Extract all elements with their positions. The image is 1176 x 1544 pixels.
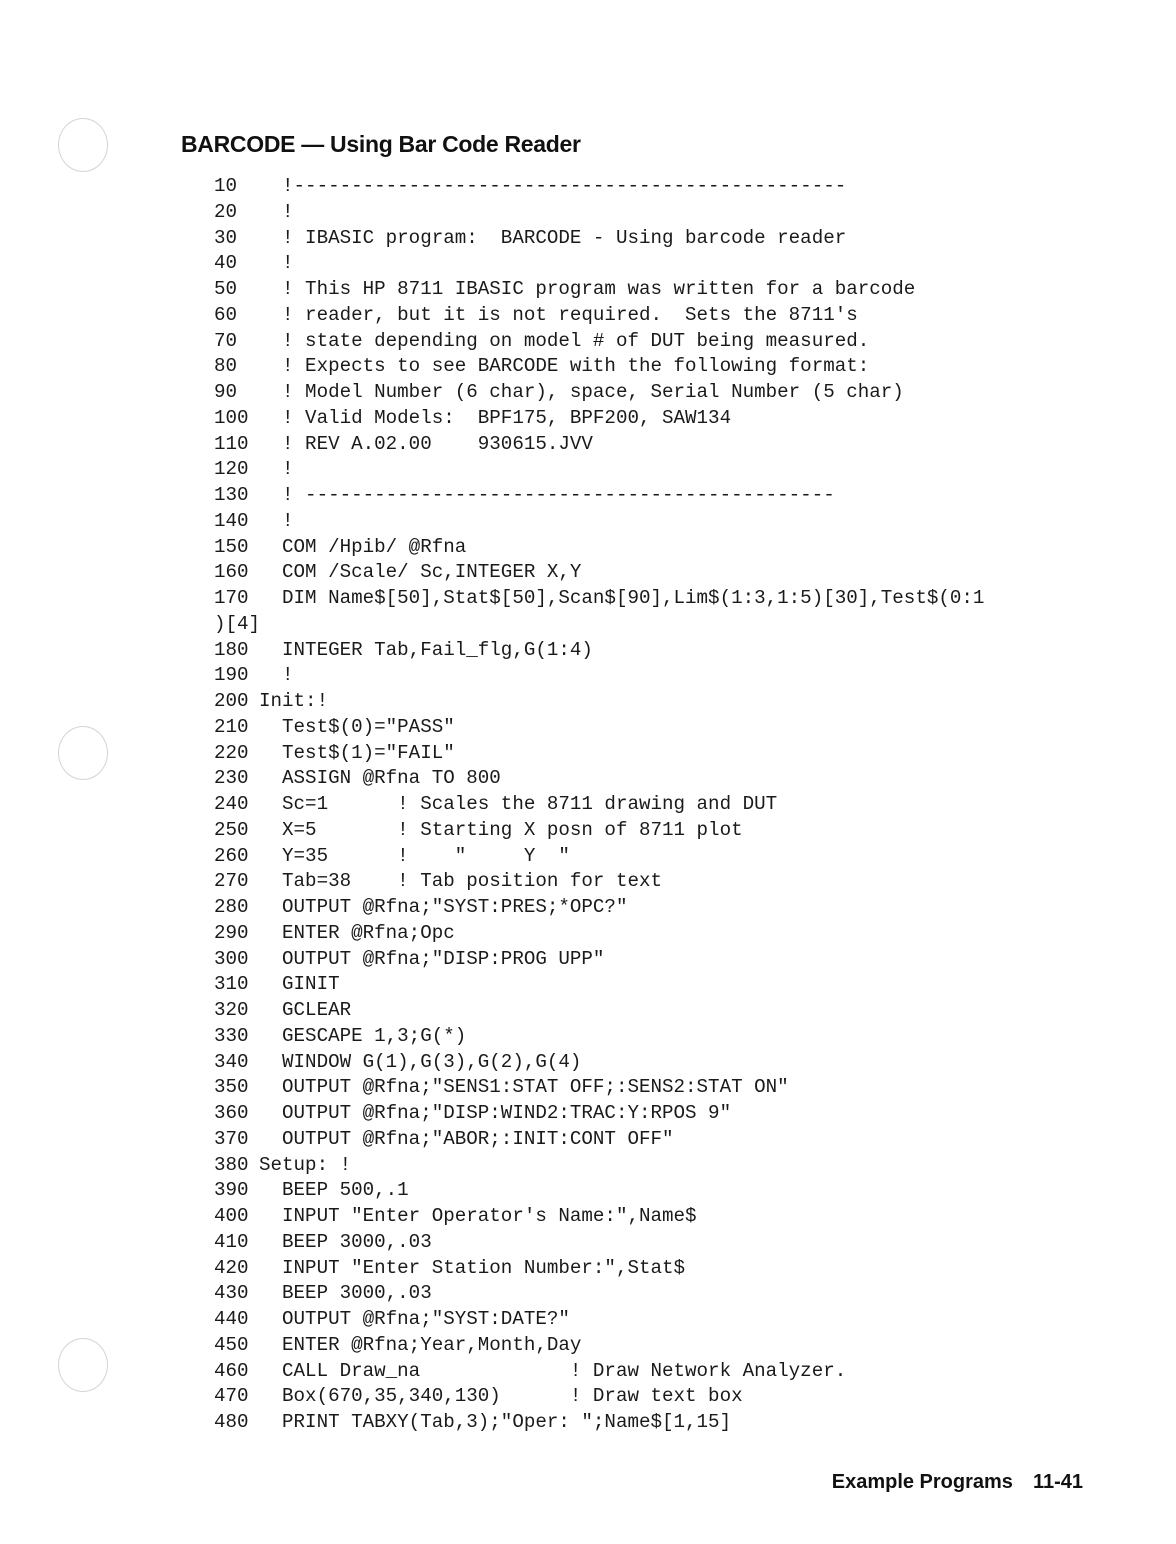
code-line <box>214 921 984 947</box>
line-number: 410 <box>214 1230 249 1253</box>
line-number: 100 <box>214 406 249 429</box>
code-text: BEEP 500,.1 <box>259 1179 409 1202</box>
line-number: 250 <box>214 818 249 841</box>
code-text: ! IBASIC program: BARCODE - Using barcode reader <box>259 226 847 249</box>
code-line <box>214 380 984 406</box>
line-number: 200 <box>214 690 249 712</box>
code-text: ! <box>259 200 294 223</box>
code-line <box>214 1050 984 1076</box>
code-line <box>214 818 984 844</box>
code-line <box>214 1075 984 1101</box>
line-number: 10 <box>214 175 238 197</box>
code-text: CALL Draw_na ! Draw Network Analyzer. <box>259 1359 847 1382</box>
code-text: INPUT "Enter Station Number:",Stat$ <box>259 1256 686 1279</box>
line-number: 90 <box>214 381 238 403</box>
line-number: 330 <box>214 1024 249 1047</box>
code-line <box>214 535 984 561</box>
code-text: COM /Scale/ Sc,INTEGER X,Y <box>259 561 582 584</box>
code-text: ASSIGN @Rfna TO 800 <box>259 767 501 790</box>
code-text: ENTER @Rfna;Opc <box>259 921 455 944</box>
code-line <box>214 895 984 921</box>
program-listing <box>214 174 984 1436</box>
line-number: 320 <box>214 999 249 1021</box>
line-number: 450 <box>214 1333 249 1356</box>
page-footer <box>832 1471 1083 1494</box>
code-text: ENTER @Rfna;Year,Month,Day <box>259 1333 582 1356</box>
line-number: )[4] <box>214 612 261 635</box>
line-number: 150 <box>214 535 249 558</box>
code-text: ! Valid Models: BPF175, BPF200, SAW134 <box>259 406 732 429</box>
line-number: 190 <box>214 664 249 687</box>
code-line <box>214 998 984 1024</box>
line-number: 470 <box>214 1385 249 1408</box>
code-line <box>214 869 984 895</box>
line-number: 40 <box>214 252 238 275</box>
code-text: PRINT TABXY(Tab,3);"Oper: ";Name$[1,15] <box>259 1411 732 1433</box>
code-line <box>214 329 984 355</box>
code-line <box>214 1359 984 1385</box>
code-text: Test$(0)="PASS" <box>259 715 455 738</box>
code-line <box>214 251 984 277</box>
code-line <box>214 1178 984 1204</box>
code-line <box>214 972 984 998</box>
section-heading: BARCODE — Using Bar Code Reader <box>181 131 581 157</box>
code-line <box>214 1384 984 1410</box>
line-number: 180 <box>214 638 249 661</box>
code-text: X=5 ! Starting X posn of 8711 plot <box>259 818 743 841</box>
code-line <box>214 1333 984 1359</box>
code-text: Init:! <box>259 690 329 712</box>
code-line <box>214 277 984 303</box>
code-line <box>214 844 984 870</box>
code-line <box>214 509 984 535</box>
code-text: ! <box>259 458 294 481</box>
line-number: 400 <box>214 1205 249 1227</box>
footer-section-title: Example Programs <box>831 1471 1013 1493</box>
code-text: OUTPUT @Rfna;"ABOR;:INIT:CONT OFF" <box>259 1127 674 1150</box>
code-text: Y=35 ! " Y " <box>259 844 570 867</box>
line-number: 370 <box>214 1127 249 1150</box>
code-line <box>214 663 984 689</box>
code-text: ! REV A.02.00 930615.JVV <box>259 432 593 455</box>
line-number: 260 <box>214 844 249 867</box>
code-line <box>214 741 984 767</box>
code-line <box>214 1204 984 1230</box>
code-text: ! <box>259 664 294 687</box>
code-line <box>214 303 984 329</box>
code-line <box>214 1230 984 1256</box>
code-text: Sc=1 ! Scales the 8711 drawing and DUT <box>259 793 778 815</box>
code-text: GESCAPE 1,3;G(*) <box>259 1024 467 1047</box>
code-text: ! ---------------------------------------------- <box>259 484 835 506</box>
code-line <box>214 638 984 664</box>
line-number: 140 <box>214 509 249 532</box>
code-text: COM /Hpib/ @Rfna <box>259 535 467 558</box>
code-line <box>214 560 984 586</box>
line-number: 160 <box>214 561 249 584</box>
code-text: ! <box>259 252 294 275</box>
line-number: 440 <box>214 1308 249 1330</box>
code-line <box>214 406 984 432</box>
code-line <box>214 947 984 973</box>
code-text: BEEP 3000,.03 <box>259 1282 432 1305</box>
code-text: GINIT <box>259 973 340 996</box>
code-text: OUTPUT @Rfna;"SYST:PRES;*OPC?" <box>259 896 628 918</box>
line-number: 310 <box>214 973 249 996</box>
line-number: 70 <box>214 329 238 352</box>
binder-hole <box>58 1338 108 1392</box>
line-number: 80 <box>214 355 238 378</box>
code-line <box>214 1024 984 1050</box>
code-text: !------------------------------------------------ <box>259 175 847 197</box>
line-number: 390 <box>214 1179 249 1202</box>
code-line <box>214 226 984 252</box>
line-number: 210 <box>214 715 249 738</box>
code-line <box>214 1281 984 1307</box>
line-number: 360 <box>214 1102 249 1124</box>
code-text: DIM Name$[50],Stat$[50],Scan$[90],Lim$(1:3,1:5)[30],Test$(0:1 <box>259 587 985 609</box>
line-number: 20 <box>214 200 238 223</box>
line-number: 230 <box>214 767 249 790</box>
code-text: INPUT "Enter Operator's Name:",Name$ <box>259 1205 697 1227</box>
code-text: ! reader, but it is not required. Sets the 8711's <box>259 303 858 326</box>
line-number: 170 <box>214 587 249 609</box>
code-line <box>214 1256 984 1282</box>
code-line <box>214 689 984 715</box>
line-number: 430 <box>214 1282 249 1305</box>
code-text: ! Expects to see BARCODE with the following format: <box>259 355 870 378</box>
line-number: 460 <box>214 1359 249 1382</box>
code-line <box>214 457 984 483</box>
code-line <box>214 1307 984 1333</box>
code-text: GCLEAR <box>259 999 352 1021</box>
code-text: WINDOW G(1),G(3),G(2),G(4) <box>259 1050 582 1073</box>
code-line <box>214 766 984 792</box>
code-line <box>214 586 984 612</box>
code-line <box>214 200 984 226</box>
code-text: ! <box>259 509 294 532</box>
code-text: ! state depending on model # of DUT being measured. <box>259 329 870 352</box>
line-number: 60 <box>214 303 238 326</box>
line-number: 240 <box>214 793 249 815</box>
binder-hole <box>58 726 108 780</box>
code-line <box>214 483 984 509</box>
line-number: 270 <box>214 870 249 893</box>
code-text: ! This HP 8711 IBASIC program was written for a barcode <box>259 278 916 300</box>
code-line <box>214 1410 984 1436</box>
line-number: 120 <box>214 458 249 481</box>
line-number: 380 <box>214 1153 249 1176</box>
code-text: Box(670,35,340,130) ! Draw text box <box>259 1385 743 1408</box>
code-text: OUTPUT @Rfna;"SYST:DATE?" <box>259 1308 570 1330</box>
line-number: 130 <box>214 484 249 506</box>
line-number: 480 <box>214 1411 249 1433</box>
code-line <box>214 792 984 818</box>
line-number: 420 <box>214 1256 249 1279</box>
line-number: 50 <box>214 278 238 300</box>
code-line <box>214 612 984 638</box>
code-line <box>214 174 984 200</box>
line-number: 30 <box>214 226 238 249</box>
code-text: OUTPUT @Rfna;"DISP:PROG UPP" <box>259 947 605 970</box>
code-text: BEEP 3000,.03 <box>259 1230 432 1253</box>
line-number: 290 <box>214 921 249 944</box>
line-number: 280 <box>214 896 249 918</box>
code-line <box>214 1127 984 1153</box>
line-number: 110 <box>214 432 249 455</box>
line-number: 340 <box>214 1050 249 1073</box>
line-number: 220 <box>214 741 249 764</box>
code-text: INTEGER Tab,Fail_flg,G(1:4) <box>259 638 593 661</box>
code-line <box>214 715 984 741</box>
code-text: OUTPUT @Rfna;"SENS1:STAT OFF;:SENS2:STAT ON" <box>259 1076 789 1099</box>
line-number: 350 <box>214 1076 249 1099</box>
binder-hole <box>58 118 108 172</box>
code-line <box>214 354 984 380</box>
code-text: ! Model Number (6 char), space, Serial Number (5 char) <box>259 381 904 403</box>
code-text: Test$(1)="FAIL" <box>259 741 455 764</box>
code-line <box>214 1153 984 1179</box>
line-number: 300 <box>214 947 249 970</box>
code-line <box>214 1101 984 1127</box>
page-number: 11-41 <box>1032 1471 1083 1493</box>
code-line <box>214 432 984 458</box>
code-text: OUTPUT @Rfna;"DISP:WIND2:TRAC:Y:RPOS 9" <box>259 1102 732 1124</box>
code-text: Setup: ! <box>259 1153 352 1176</box>
code-text: Tab=38 ! Tab position for text <box>259 870 663 893</box>
